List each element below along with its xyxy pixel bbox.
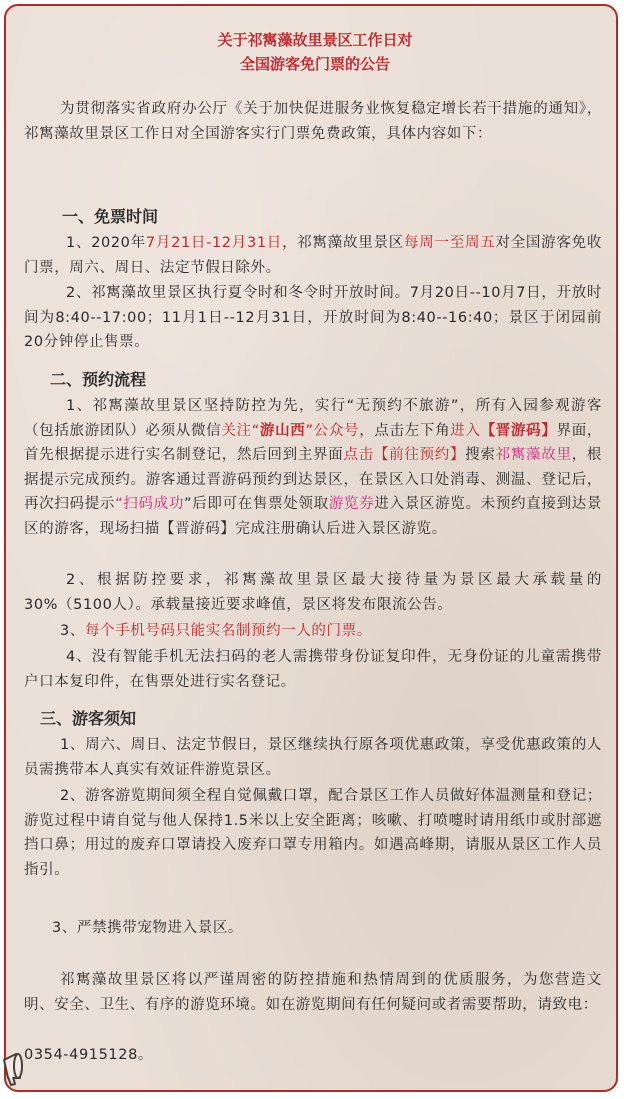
section2-paragraph2: 2、根据防控要求，祁寯藻故里景区最大接待量为景区最大承载量的30%（5100人）。承载量接近要求峰值，景区将发布限流公告。 (24, 572, 602, 613)
speaker-icon (0, 1048, 34, 1088)
section3-heading: 三、游客须知 (40, 709, 137, 728)
notice-title-line1: 关于祁寯藻故里景区工作日对 (217, 31, 413, 49)
section3-paragraph3: 3、严禁携带宠物进入景区。 (52, 920, 244, 936)
section2-paragraph1: 1、祁寯藻故里景区坚持防控为先，实行“无预约不旅游”，所有入园参观游客（包括旅游团队）必须从微信关注“游山西”公众号，点击左下角进入【晋游码】界面，首先根据提示进行实名制登记，然后回到主界面点击【前往预约】搜索祁寯藻故里，根据提示完成预约。游客通过晋游码预约到达景区，在景区入口处消毒、测温、登记后，再次扫码提示“扫码成功”后即可在售票处领取游览券进入景区游览。未预约直接到达景区的游客，现场扫描【晋游码】完成注册确认后进入景区游览。 (24, 398, 603, 537)
section2-heading: 二、预约流程 (50, 370, 147, 389)
section1-heading: 一、免票时间 (62, 207, 159, 226)
section2-paragraph4: 4、没有智能手机无法扫码的老人需携带身份证复印件，无身份证的儿童需携带户口本复印件，在售票处进行实名登记。 (24, 649, 602, 690)
contact-phone: 0354-4915128。 (24, 1047, 154, 1063)
section1-paragraph2: 2、祁寯藻故里景区执行夏令时和冬令时开放时间。7月20日--10月7日，开放时间为8:40--17:00；11月1日--12月31日，开放时间为8:40--16:40；景区于闭园前20分钟停止售票。 (24, 285, 602, 350)
section3-paragraph2: 2、游客游览期间须全程自觉佩戴口罩，配合景区工作人员做好体温测量和登记；游览过程中请自觉与他人保持1.5米以上安全距离；咳嗽、打喷嚏时请用纸巾或肘部遮挡口鼻；用过的废弃口罩请投入废弃口罩专用箱内。如遇高峰期，请服从景区工作人员指引。 (24, 788, 602, 878)
section3-paragraph1: 1、周六、周日、法定节假日，景区继续执行原各项优惠政策，享受优惠政策的人员需携带本人真实有效证件游览景区。 (24, 737, 602, 778)
intro-paragraph: 为贯彻落实省政府办公厅《关于加快促进服务业恢复稳定增长若干措施的通知》，祁寯藻故里景区工作日对全国游客实行门票免费政策，具体内容如下： (24, 101, 602, 142)
section2-paragraph3: 3、每个手机号码只能实名制预约一人的门票。 (60, 623, 372, 639)
section1-paragraph1: 1、2020年7月21日-12月31日，祁寯藻故里景区每周一至周五对全国游客免收门票，周六、周日、法定节假日除外。 (24, 235, 603, 276)
notice-title-line2: 全国游客免门票的公告 (239, 55, 390, 73)
closing-paragraph: 祁寯藻故里景区将以严谨周密的防控措施和热情周到的优质服务，为您营造文明、安全、卫生、有序的游览环境。如在游览期间有任何疑问或者需要帮助，请致电： (24, 972, 602, 1013)
